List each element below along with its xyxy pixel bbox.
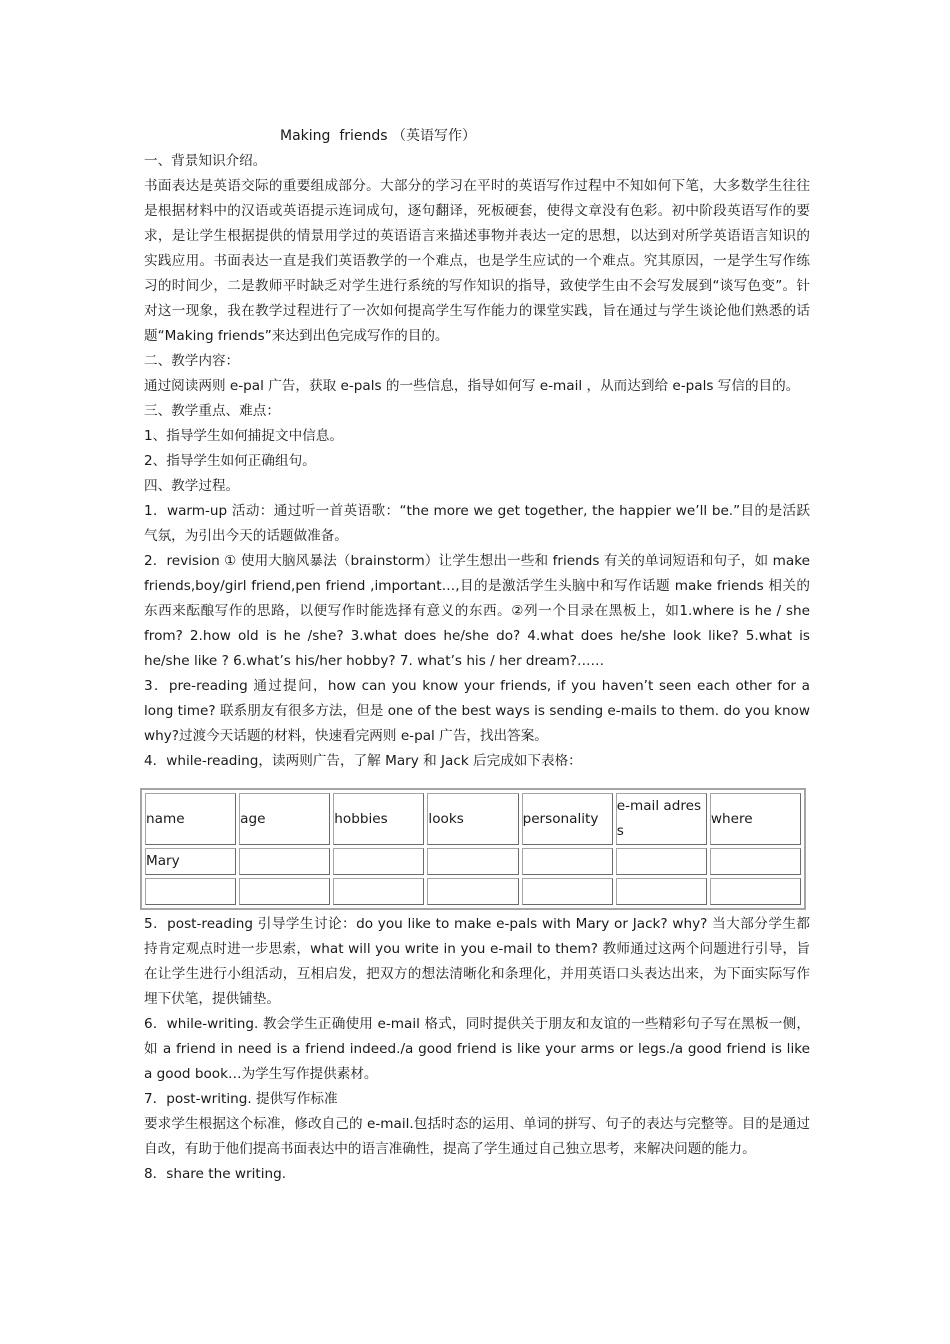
paragraph: 二、教学内容： [144, 353, 240, 369]
table-cell [239, 848, 330, 875]
paragraph: 要求学生根据这个标准，修改自己的 e-mail.包括时态的运用、单词的拼写、句子的表达与完整等。目的是通过自改，有助于他们提高书面表达中的语言准确性，提高了学生通过自己独立思考，来解决问题的能力。 [144, 1116, 810, 1157]
section-before-table [144, 149, 810, 774]
paragraph: 2．revision ① 使用大脑风暴法（brainstorm）让学生想出一些和 friends 有关的单词短语和句子，如 make friends,boy/girl friend,pen friend ,important…,目的是激活学生头脑中和写作话题 make friends 相关的东西来酝酿写作的思路，以便写作时能选择有意义的东西。②列一个目录在黑板上，如1.where is he / she from? 2.how old is he /she? 3.what does he/she do? 4.what does he/she look like? 5.what is he/she like ? 6.what’s his/her hobby? 7. what’s his / her dream?…… [144, 553, 810, 669]
paragraph: 书面表达是英语交际的重要组成部分。大部分的学习在平时的英语写作过程中不知如何下笔，大多数学生往往是根据材料中的汉语或英语提示连词成句，逐句翻译，死板硬套，使得文章没有色彩。初中阶段英语写作的要求，是让学生根据提供的情景用学过的英语语言来描述事物并表达一定的思想，以达到对所学英语语言知识的实践应用。书面表达一直是我们英语教学的一个难点，也是学生应试的一个难点。究其原因，一是学生写作练习的时间少，二是教师平时缺乏对学生进行系统的写作知识的指导，致使学生由不会写发展到“谈写色变”。针对这一现象，我在教学过程进行了一次如何提高学生写作能力的课堂实践，旨在通过与学生谈论他们熟悉的话题“Making friends”来达到出色完成写作的目的。 [144, 178, 810, 344]
table-header-cell: name [145, 793, 236, 845]
table-cell [333, 848, 424, 875]
table-cell [145, 878, 236, 905]
paragraph: 3．pre-reading 通过提问，how can you know your friends, if you haven’t seen each other for a long time? 联系朋友有很多方法，但是 one of the best ways is sending e-mails to them. do you know why?过渡今天话题的材料，快速看完两则 e-pal 广告，找出答案。 [144, 678, 810, 744]
table-header-cell: looks [427, 793, 518, 845]
paragraph: 6．while-writing. 教会学生正确使用 e-mail 格式，同时提供关于朋友和友谊的一些精彩句子写在黑板一侧，如 a friend in need is a friend indeed./a good friend is like your arms or legs./a good friend is like a good book…为学生写作提供素材。 [144, 1016, 810, 1082]
table-header-cell: e-mail adress [616, 793, 707, 845]
paragraph: 通过阅读两则 e-pal 广告，获取 e-pals 的一些信息，指导如何写 e-mail ，从而达到给 e-pals 写信的目的。 [144, 378, 800, 394]
paragraph: 四、教学过程。 [144, 478, 240, 494]
table-header-row [145, 793, 801, 845]
section-after-table [144, 912, 810, 1187]
table-header-cell: hobbies [333, 793, 424, 845]
paragraph: 1．warm-up 活动：通过听一首英语歌：“the more we get together, the happier we’ll be.”目的是活跃气氛，为引出今天的话题做准备。 [144, 503, 810, 544]
table-cell [333, 878, 424, 905]
paragraph: 8．share the writing. [144, 1166, 287, 1182]
paragraph: 2、指导学生如何正确组句。 [144, 453, 316, 469]
table-cell [239, 878, 330, 905]
table-cell [616, 878, 707, 905]
info-table [140, 788, 806, 910]
table-cell [616, 848, 707, 875]
paragraph: 一、背景知识介绍。 [144, 153, 267, 169]
table-cell [427, 848, 518, 875]
document-title: Making friends （英语写作） [280, 128, 477, 144]
info-table-wrapper [140, 788, 806, 910]
paragraph: 7．post-writing. 提供写作标准 [144, 1091, 338, 1107]
paragraph: 1、指导学生如何捕捉文中信息。 [144, 428, 343, 444]
table-cell [710, 848, 801, 875]
table-cell [710, 878, 801, 905]
table-cell [522, 878, 613, 905]
table-row [145, 878, 801, 905]
paragraph: 4．while-reading，读两则广告，了解 Mary 和 Jack 后完成如下表格： [144, 753, 582, 769]
table-header-cell: personality [522, 793, 613, 845]
table-header-cell: where [710, 793, 801, 845]
document-page [144, 124, 810, 1187]
table-header-cell: age [239, 793, 330, 845]
paragraph: 三、教学重点、难点： [144, 403, 280, 419]
table-cell [522, 848, 613, 875]
table-cell [427, 878, 518, 905]
table-row [145, 848, 801, 875]
table-cell: Mary [145, 848, 236, 875]
paragraph: 5．post-reading 引导学生讨论：do you like to make e-pals with Mary or Jack? why? 当大部分学生都持肯定观点时进一步思索，what will you write in you e-mail to them? 教师通过这两个问题进行引导，旨在让学生进行小组活动，互相启发，把双方的想法清晰化和条理化，并用英语口头表达出来，为下面实际写作埋下伏笔，提供铺垫。 [144, 916, 810, 1007]
